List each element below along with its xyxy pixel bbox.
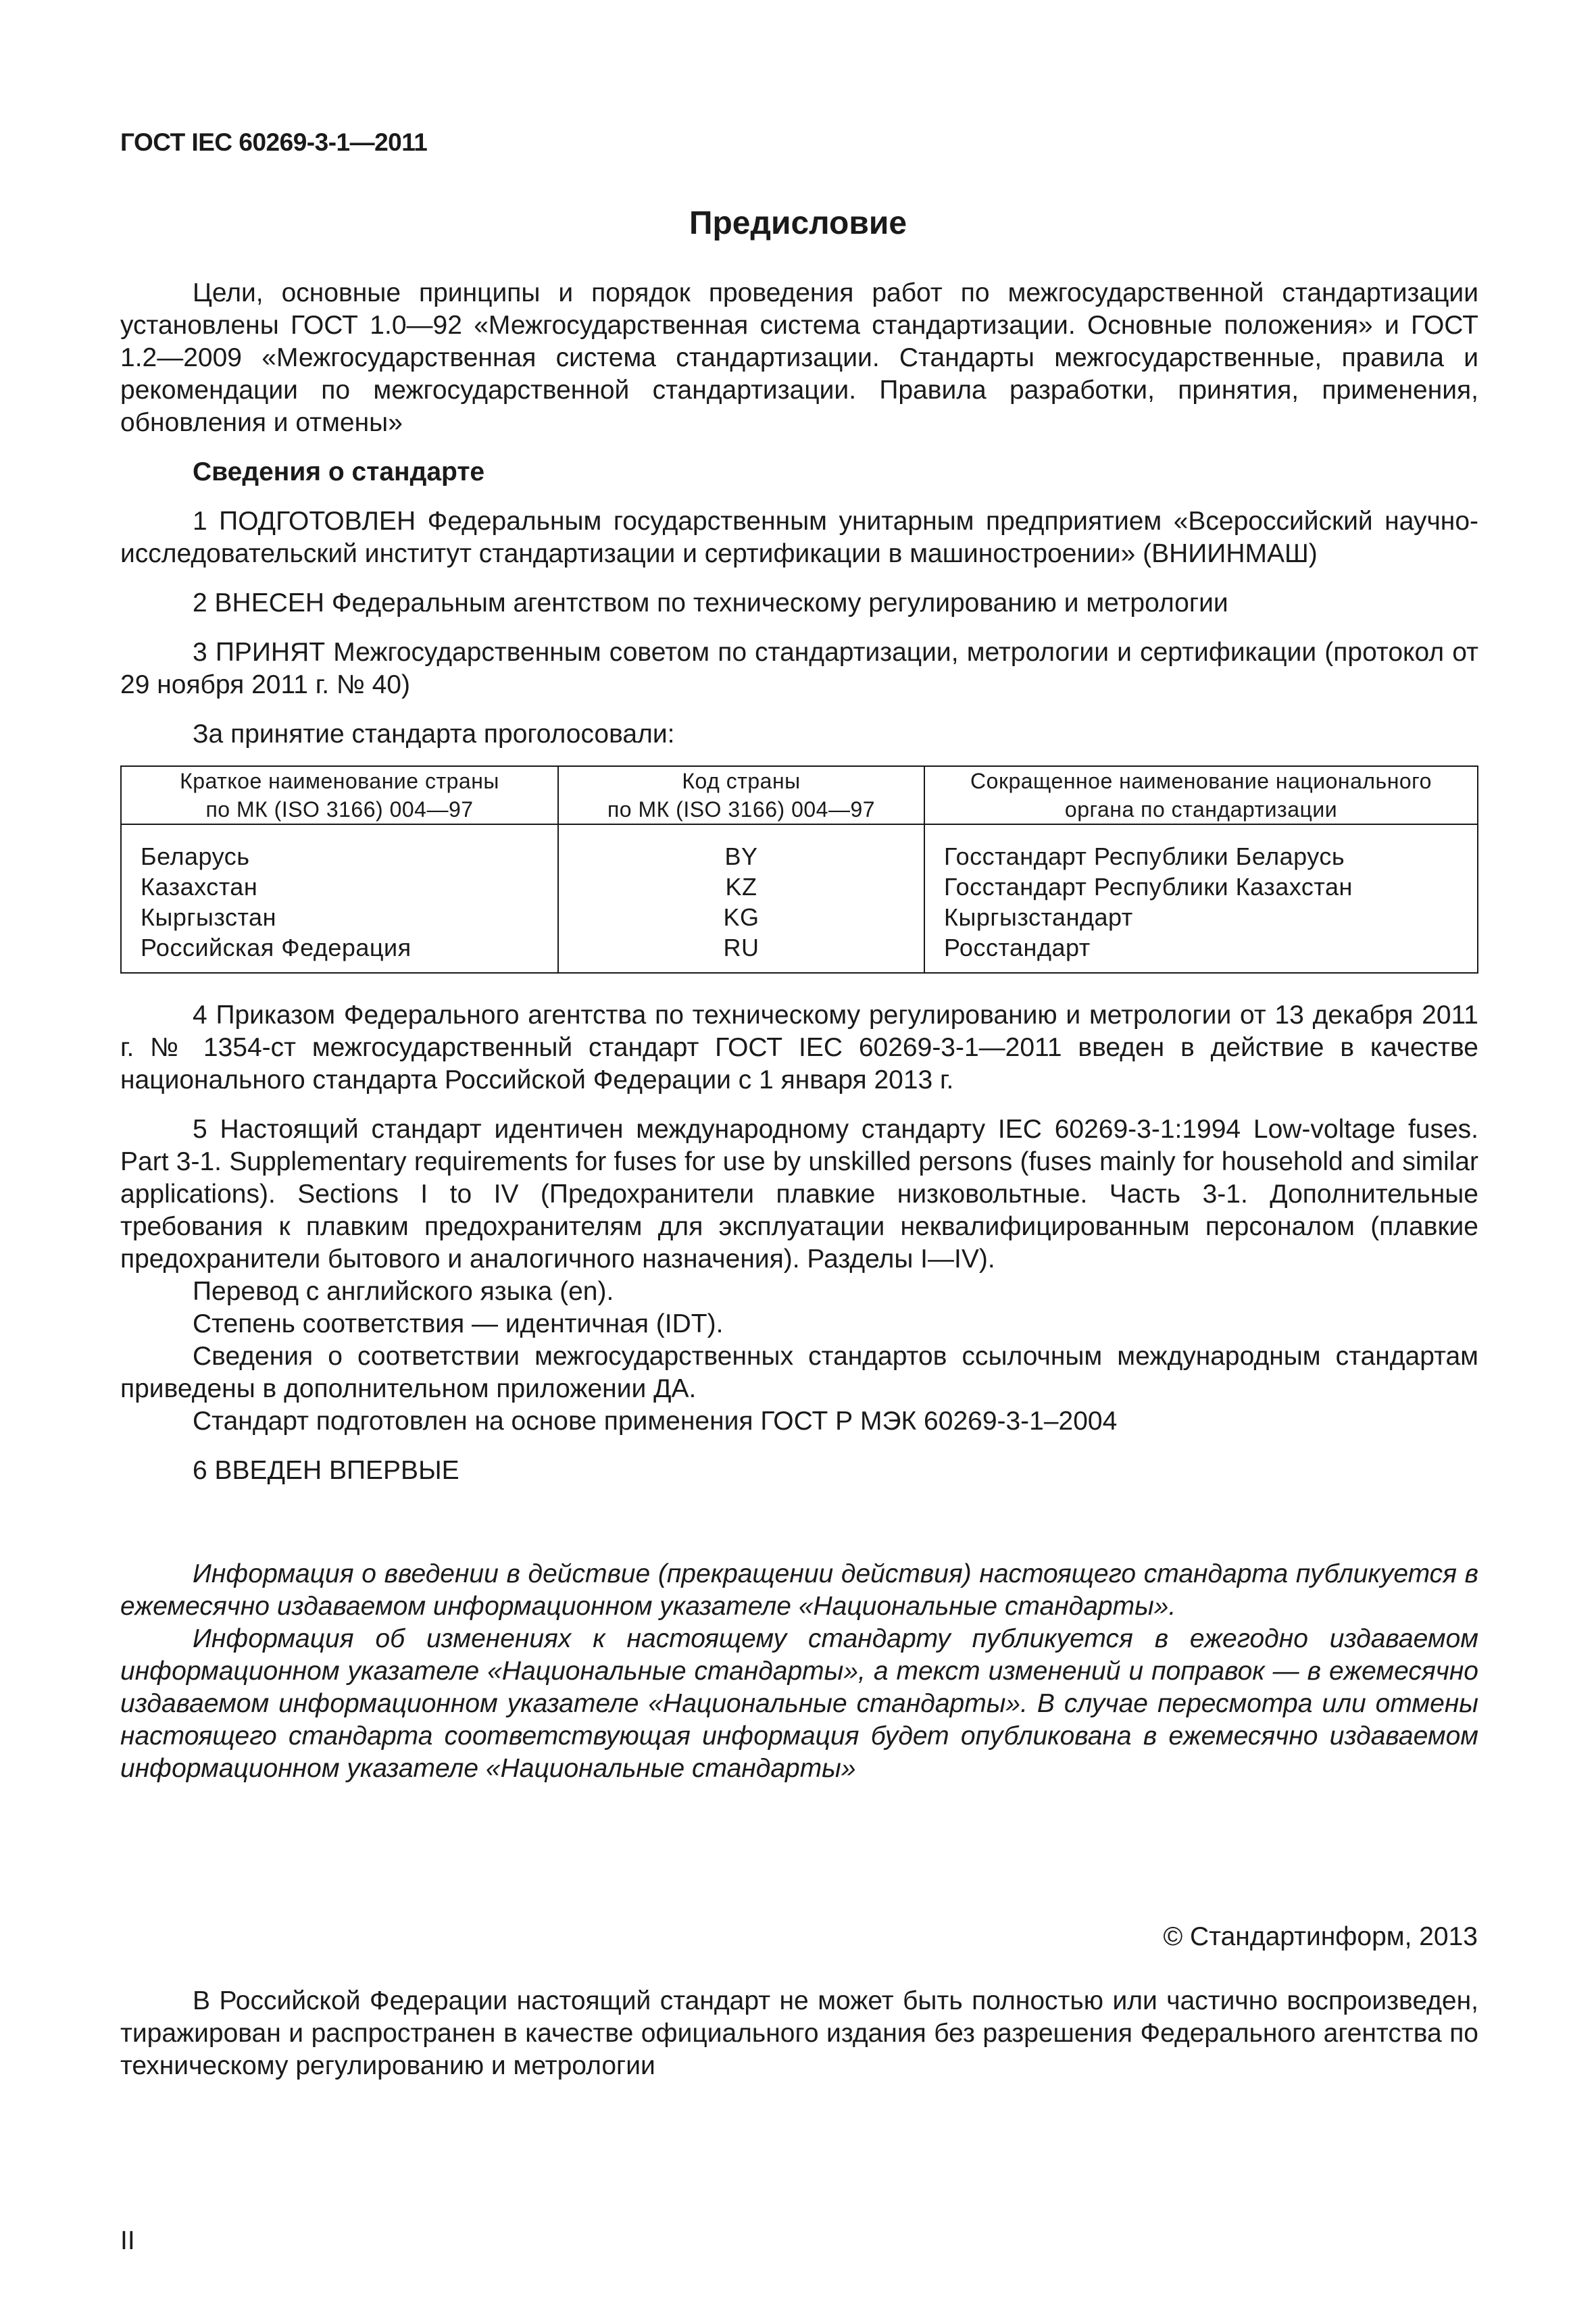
- table-cell: RU: [723, 934, 759, 961]
- changes-note: Информация об изменениях к настоящему стандарту публикуется в ежегодно издаваемом информационном указателе «Национальные стандарты», а текст изменений и поправок — в ежемесячно издаваемом информационном указателе «Национальные стандарты». В случае пересмотра или отмены настоящего стандарта соответствующая информация будет опубликована в ежемесячно издаваемом информационном указателе «Национальные стандарты»: [120, 1624, 1478, 1783]
- table-header-cell: Краткое наименование страны по МК (ISO 3166) 004—97: [121, 766, 558, 824]
- item-5-degree: Степень соответствия — идентичная (IDT).: [193, 1309, 724, 1338]
- item-3-adopted: 3 ПРИНЯТ Межгосударственным советом по стандартизации, метрологии и сертификации (протокол от 29 ноября 2011 г. № 40): [120, 638, 1478, 699]
- country-code-column: [558, 824, 924, 973]
- item-4-order: 4 Приказом Федерального агентства по техническому регулированию и метрологии от 13 декабря 2011 г. № 1354-ст межгосударственный стандарт ГОСТ IEC 60269-3-1—2011 введен в действие в качестве национального стандарта Российской Федерации с 1 января 2013 г.: [120, 1001, 1478, 1095]
- item-5-basis: Стандарт подготовлен на основе применения ГОСТ Р МЭК 60269-3-1–2004: [193, 1407, 1118, 1436]
- table-header-row: [121, 766, 1478, 824]
- publication-note: Информация о введении в действие (прекращении действия) настоящего стандарта публикуется в ежемесячно издаваемом информационном указателе «Национальные стандарты».: [120, 1559, 1478, 1621]
- item-5-info: Сведения о соответствии межгосударственных стандартов ссылочным международным стандартам приведены в дополнительном приложении ДА.: [120, 1342, 1478, 1403]
- reproduction-notice: В Российской Федерации настоящий стандарт не может быть полностью или частично воспроизведен, тиражирован и распространен в качестве официального издания без разрешения Федерального агентства по техническому регулированию и метрологии: [120, 1986, 1478, 2080]
- standard-code-header: ГОСТ IEC 60269-3-1—2011: [120, 128, 428, 156]
- table-header-cell: Сокращенное наименование национального органа по стандартизации: [924, 766, 1478, 824]
- table-cell: Кыргызстан: [141, 903, 276, 931]
- foreword-content: [120, 277, 1478, 1785]
- table-cell: Беларусь: [141, 842, 250, 870]
- item-5-translation: Перевод с английского языка (en).: [193, 1277, 614, 1306]
- table-cell: Кыргызстандарт: [944, 903, 1133, 931]
- section-title: Сведения о стандарте: [193, 457, 485, 486]
- table-cell: Российская Федерация: [141, 934, 412, 961]
- table-cell: BY: [724, 842, 758, 870]
- vote-caption: За принятие стандарта проголосовали:: [193, 720, 675, 749]
- item-5-identical: 5 Настоящий стандарт идентичен международному стандарту IEC 60269-3-1:1994 Low-voltage fuses. Part 3-1. Supplementary requirements for fuses for use by unskilled persons (fuses mainly for household and similar applications). Sections I to IV (Предохранители плавкие низковольтные. Часть 3-1. Дополнительные требования к плавким предохранителям для эксплуатации неквалифицированным персоналом (плавкие предохранители бытового и аналогичного назначения). Разделы I—IV).: [120, 1115, 1478, 1274]
- table-cell: Госстандарт Республики Беларусь: [944, 842, 1345, 870]
- item-6-first-introduced: 6 ВВЕДЕН ВПЕРВЫЕ: [193, 1456, 459, 1485]
- page-number: II: [120, 2226, 135, 2255]
- table-header-cell: Код страны по МК (ISO 3166) 004—97: [558, 766, 924, 824]
- copyright: © Стандартинформ, 2013: [1163, 1922, 1478, 1951]
- intro-paragraph: Цели, основные принципы и порядок проведения работ по межгосударственной стандартизации установлены ГОСТ 1.0—92 «Межгосударственная система стандартизации. Основные положения» и ГОСТ 1.2—2009 «Межгосударственная система стандартизации. Стандарты межгосударственные, правила и рекомендации по межгосударственной стандартизации. Правила разработки, принятия, применения, обновления и отмены»: [120, 278, 1478, 437]
- table-cell: KZ: [725, 873, 757, 901]
- page-title: Предисловие: [689, 205, 907, 241]
- table-cell: Госстандарт Республики Казахстан: [944, 873, 1353, 901]
- item-2-introduced: 2 ВНЕСЕН Федеральным агентством по техническому регулированию и метрологии: [193, 588, 1228, 618]
- standards-body-column: [924, 824, 1478, 973]
- voting-countries-table: [120, 765, 1478, 974]
- country-name-column: [121, 824, 558, 973]
- table-body-row: [121, 824, 1478, 973]
- item-1-prepared: 1 ПОДГОТОВЛЕН Федеральным государственным унитарным предприятием «Всероссийский научно-исследовательский институт стандартизации и сертификации в машиностроении» (ВНИИНМАШ): [120, 507, 1478, 568]
- table-cell: KG: [723, 903, 759, 931]
- table-cell: Казахстан: [141, 873, 258, 901]
- table-cell: Росстандарт: [944, 934, 1091, 961]
